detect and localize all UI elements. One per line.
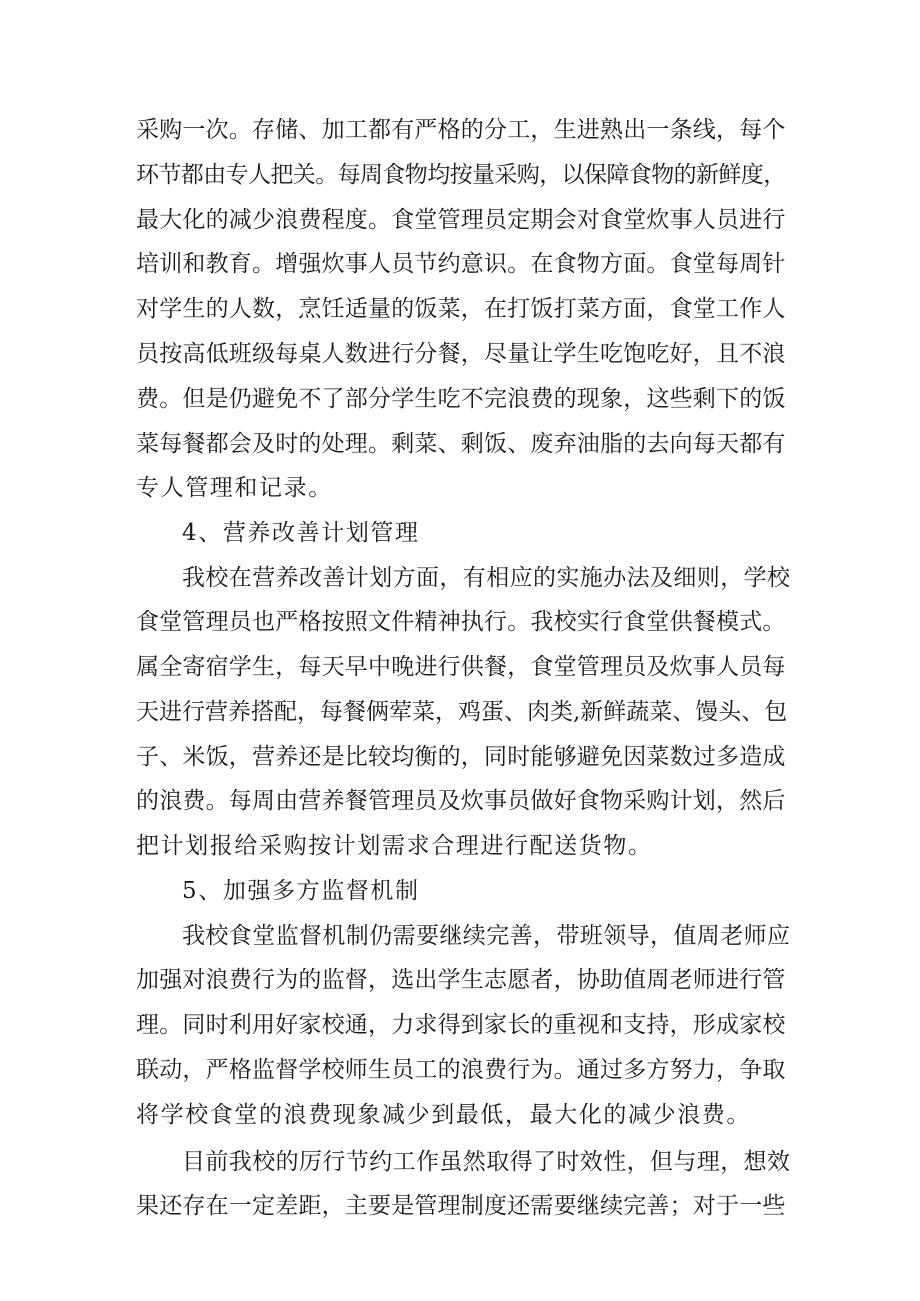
text-line: 专人管理和记录。 bbox=[136, 475, 333, 501]
text-line: 最大化的减少浪费程度。食堂管理员定期会对食堂炊事人员进行 bbox=[136, 207, 786, 233]
text-line: 加强对浪费行为的监督，选出学生志愿者，协助值周老师进行管 bbox=[136, 967, 786, 993]
text-line: 果还存在一定差距，主要是管理制度还需要继续完善；对于一些 bbox=[136, 1193, 786, 1219]
text-line: 费。但是仍避免不了部分学生吃不完浪费的现象，这些剩下的饭 bbox=[136, 386, 786, 412]
text-line: 把计划报给采购按计划需求合理进行配送货物。 bbox=[136, 833, 653, 859]
text-line: 员按高低班级每桌人数进行分餐，尽量让学生吃饱吃好，且不浪 bbox=[136, 341, 786, 367]
text-line: 培训和教育。增强炊事人员节约意识。在食物方面。食堂每周针 bbox=[136, 251, 786, 277]
text-line: 理。同时利用好家校通，力求得到家长的重视和支持，形成家校 bbox=[136, 1012, 786, 1038]
text-line: 的浪费。每周由营养餐管理员及炊事员做好食物采购计划，然后 bbox=[136, 788, 786, 814]
text-line: 采购一次。存储、加工都有严格的分工，生进熟出一条线，每个 bbox=[136, 117, 786, 143]
text-line: 环节都由专人把关。每周食物均按量采购，以保障食物的新鲜度， bbox=[136, 162, 786, 188]
section-heading-4: 4、营养改善计划管理 bbox=[182, 520, 420, 546]
section-heading-5: 5、加强多方监督机制 bbox=[182, 878, 420, 904]
text-line: 将学校食堂的浪费现象减少到最低，最大化的减少浪费。 bbox=[136, 1102, 751, 1128]
text-line: 对学生的人数，烹饪适量的饭菜，在打饭打菜方面，食堂工作人 bbox=[136, 296, 786, 322]
text-line: 我校在营养改善计划方面，有相应的实施办法及细则，学校 bbox=[182, 565, 791, 591]
text-line: 属全寄宿学生，每天早中晚进行供餐，食堂管理员及炊事人员每 bbox=[136, 654, 786, 680]
text-line: 目前我校的厉行节约工作虽然取得了时效性，但与理，想效 bbox=[182, 1149, 791, 1175]
text-line: 天进行营养搭配，每餐俩荤菜，鸡蛋、肉类,新鲜蔬菜、馒头、包 bbox=[136, 699, 788, 725]
text-line: 联动，严格监督学校师生员工的浪费行为。通过多方努力，争取 bbox=[136, 1057, 786, 1083]
text-line: 子、米饭，营养还是比较均衡的，同时能够避免因菜数过多造成 bbox=[136, 744, 786, 770]
text-line: 我校食堂监督机制仍需要继续完善，带班领导，值周老师应 bbox=[182, 923, 791, 949]
text-line: 食堂管理员也严格按照文件精神执行。我校实行食堂供餐模式。 bbox=[136, 609, 786, 635]
text-line: 菜每餐都会及时的处理。剩菜、剩饭、废弃油脂的去向每天都有 bbox=[136, 431, 786, 457]
